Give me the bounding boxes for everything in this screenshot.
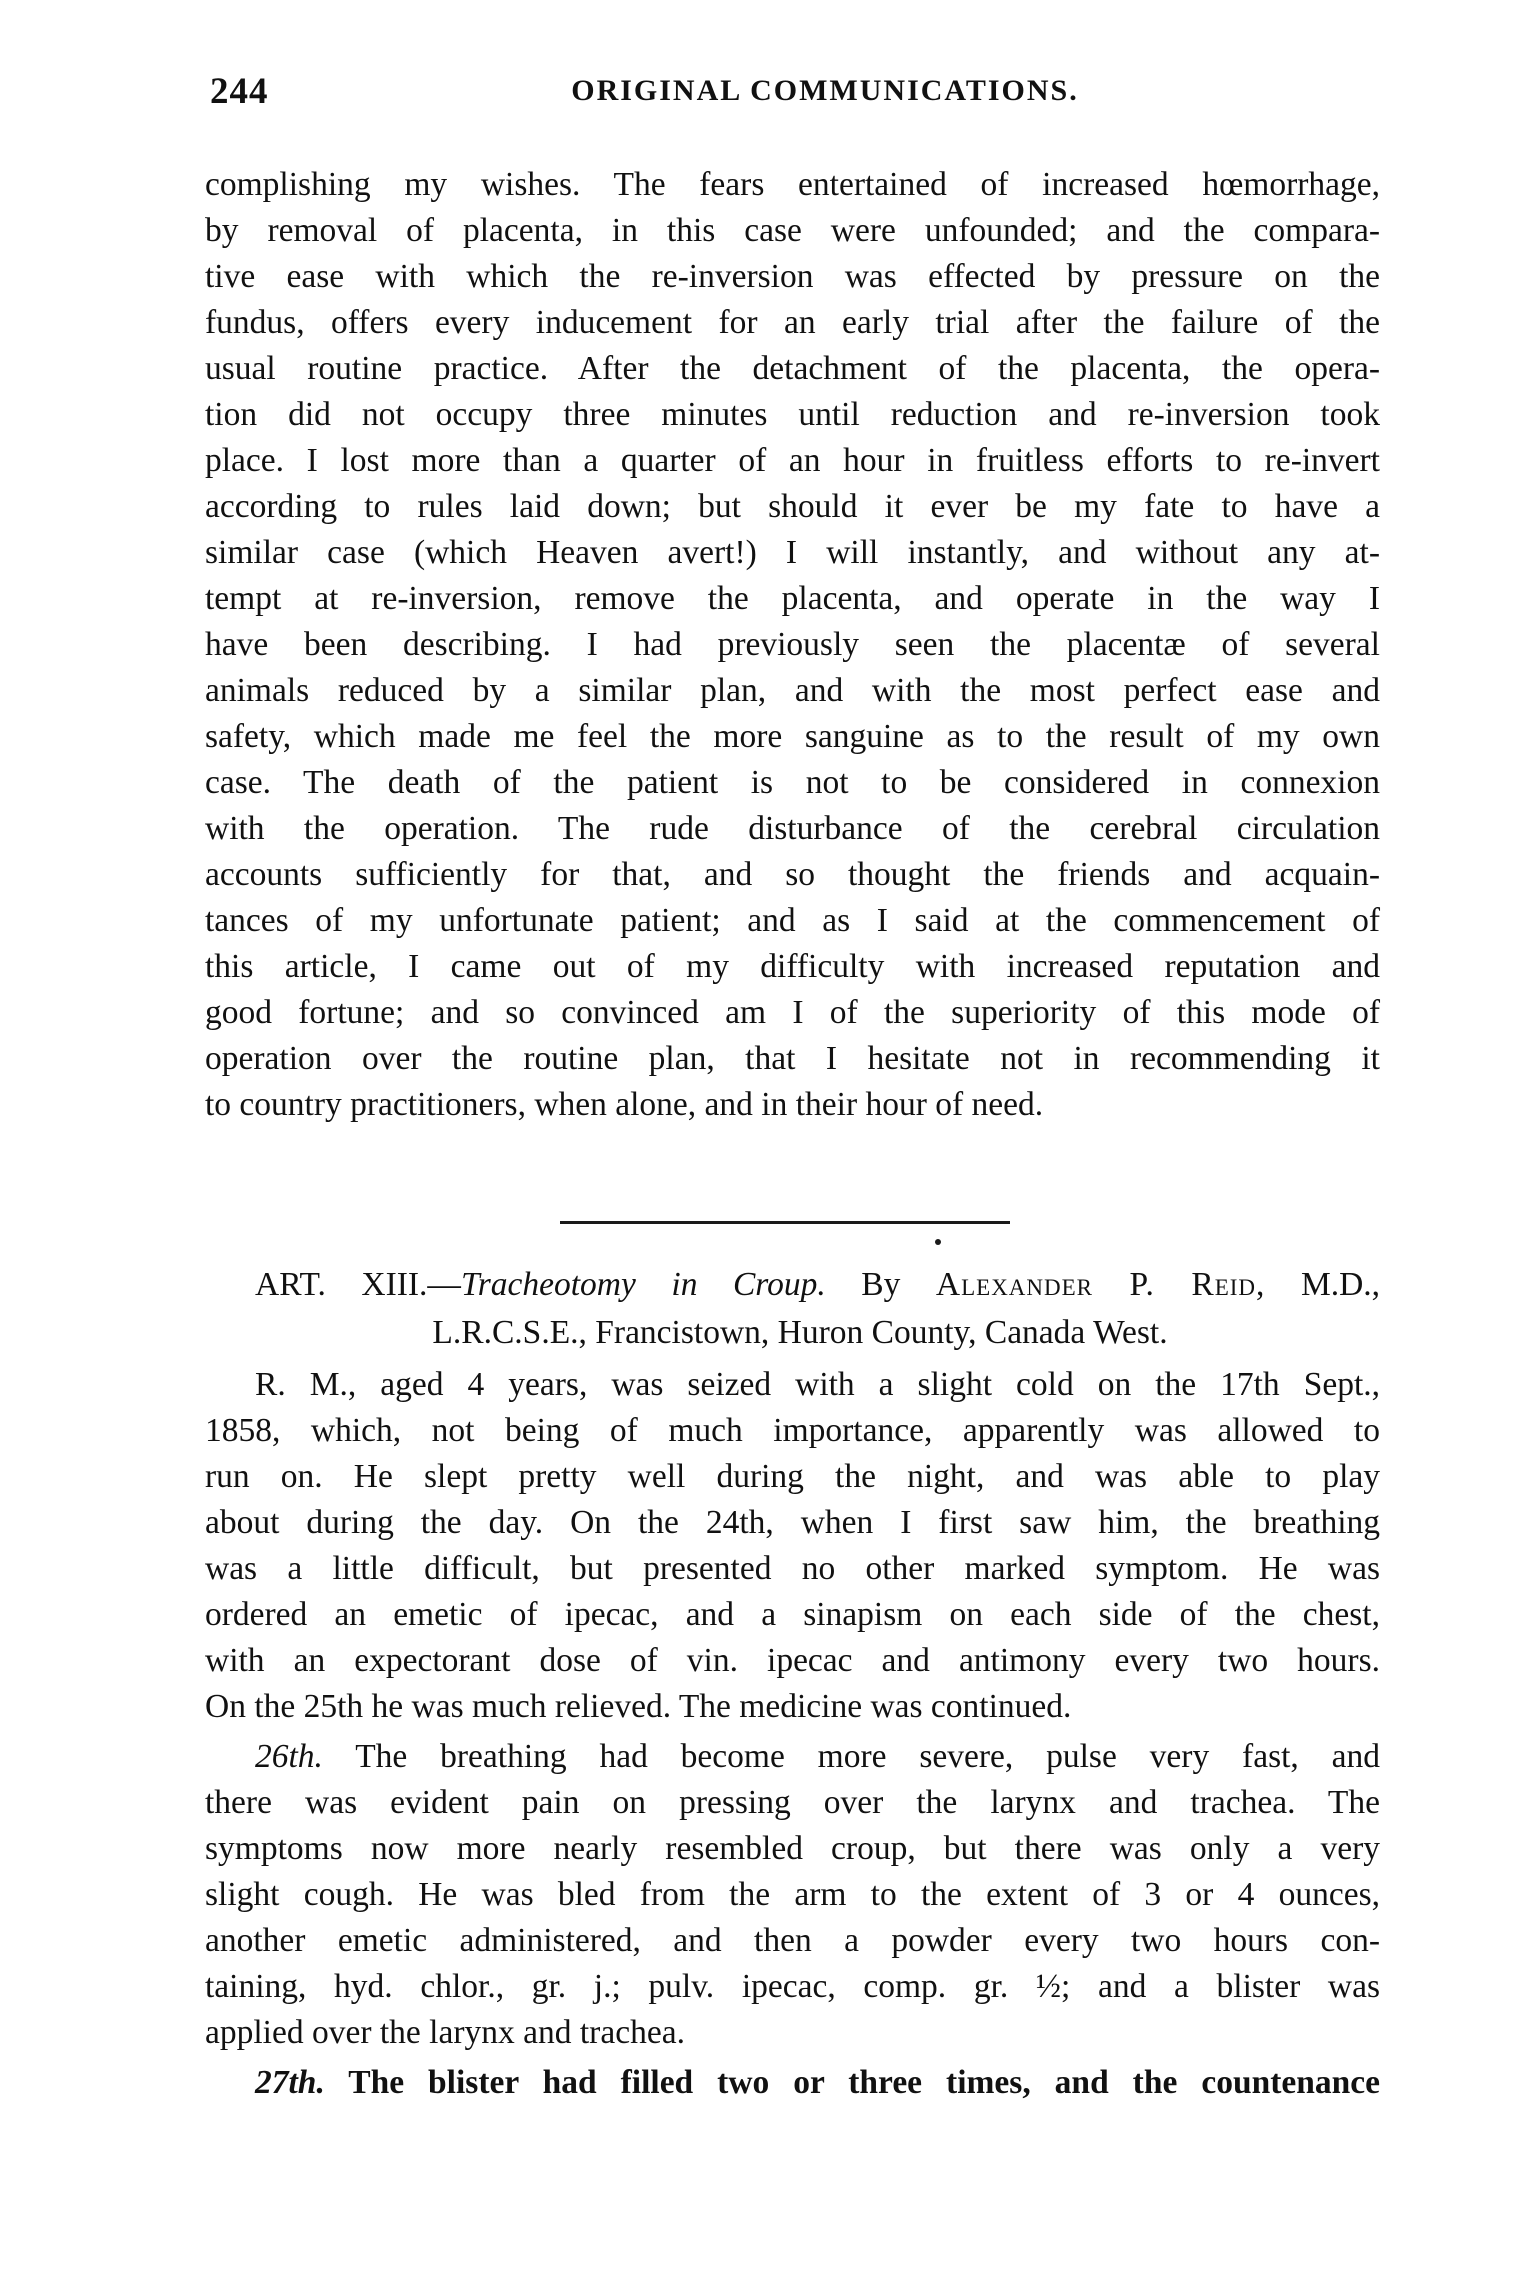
text-line: The breathing had become more severe, pulse very fast, and	[355, 1738, 1380, 1775]
text-line: fundus, offers every inducement for an early trial after the failure of the	[205, 304, 1380, 341]
text-line: symptoms now more nearly resembled croup, but there was only a very	[205, 1830, 1380, 1867]
text-line: accounts sufficiently for that, and so thought the friends and acquain-	[205, 856, 1380, 893]
text-line: tances of my unfortunate patient; and as I said at the commencement of	[205, 902, 1380, 939]
article-by: By	[861, 1266, 901, 1303]
article-author: Alexander P. Reid,	[935, 1266, 1266, 1303]
text-line: On the 25th he was much relieved. The medicine was continued.	[205, 1688, 1072, 1725]
running-head: ORIGINAL COMMUNICATIONS.	[571, 74, 1079, 107]
paragraph-27th	[255, 2060, 1380, 2106]
date-27th: 27th.	[255, 2064, 325, 2101]
text-line: operation over the routine plan, that I hesitate not in recommending it	[205, 1040, 1380, 1077]
text-line: with an expectorant dose of vin. ipecac and antimony every two hours.	[205, 1642, 1380, 1679]
text-line: R. M., aged 4 years, was seized with a slight cold on the 17th Sept.,	[255, 1366, 1380, 1403]
text-line: this article, I came out of my difficulty with increased reputation and	[205, 948, 1380, 985]
text-line: slight cough. He was bled from the arm to the extent of 3 or 4 ounces,	[205, 1876, 1380, 1913]
text-line: safety, which made me feel the more sanguine as to the result of my own	[205, 718, 1380, 755]
page-header	[210, 70, 1380, 130]
text-line: run on. He slept pretty well during the night, and was able to play	[205, 1458, 1380, 1495]
text-line: about during the day. On the 24th, when I first saw him, the breathing	[205, 1504, 1380, 1541]
article-heading	[255, 1262, 1380, 1308]
text-line: taining, hyd. chlor., gr. j.; pulv. ipecac, comp. gr. ½; and a blister was	[205, 1968, 1380, 2005]
text-line: 1858, which, not being of much importance, apparently was allowed to	[205, 1412, 1380, 1449]
article-affiliation: L.R.C.S.E., Francistown, Huron County, Canada West.	[432, 1314, 1168, 1351]
text-line: usual routine practice. After the detachment of the placenta, the opera-	[205, 350, 1380, 387]
text-line: place. I lost more than a quarter of an hour in fruitless efforts to re-invert	[205, 442, 1380, 479]
text-line: complishing my wishes. The fears entertained of increased hœmorrhage,	[205, 166, 1380, 203]
text-line: similar case (which Heaven avert!) I will instantly, and without any at-	[205, 534, 1380, 571]
text-line: was a little difficult, but presented no other marked symptom. He was	[205, 1550, 1380, 1587]
text-line: there was evident pain on pressing over the larynx and trachea. The	[205, 1784, 1380, 1821]
page-number: 244	[210, 71, 269, 112]
text-line: according to rules laid down; but should it ever be my fate to have a	[205, 488, 1380, 525]
text-line: tion did not occupy three minutes until reduction and re-inversion took	[205, 396, 1380, 433]
article-label: ART. XIII.—	[255, 1266, 461, 1303]
text-line: The blister had filled two or three times, and the countenance	[348, 2064, 1380, 2101]
text-line: have been describing. I had previously seen the placentæ of several	[205, 626, 1380, 663]
text-line: to country practitioners, when alone, and in their hour of need.	[205, 1086, 1044, 1123]
article-title: Tracheotomy in Croup.	[460, 1266, 826, 1303]
text-line: by removal of placenta, in this case were unfounded; and the compara-	[205, 212, 1380, 249]
text-line: tempt at re-inversion, remove the placenta, and operate in the way I	[205, 580, 1380, 617]
text-line: applied over the larynx and trachea.	[205, 2014, 685, 2051]
text-line: tive ease with which the re-inversion was effected by pressure on the	[205, 258, 1380, 295]
text-line: animals reduced by a similar plan, and with the most perfect ease and	[205, 672, 1380, 709]
section-divider	[560, 1221, 1010, 1224]
article-degree: M.D.,	[1300, 1266, 1381, 1303]
divider-dot	[935, 1239, 941, 1245]
paragraph-26th	[255, 1734, 1380, 1780]
text-line: with the operation. The rude disturbance of the cerebral circulation	[205, 810, 1380, 847]
text-line: case. The death of the patient is not to be considered in connexion	[205, 764, 1380, 801]
text-line: another emetic administered, and then a powder every two hours con-	[205, 1922, 1380, 1959]
date-26th: 26th.	[255, 1738, 323, 1775]
text-line: good fortune; and so convinced am I of the superiority of this mode of	[205, 994, 1380, 1031]
text-line: ordered an emetic of ipecac, and a sinapism on each side of the chest,	[205, 1596, 1380, 1633]
